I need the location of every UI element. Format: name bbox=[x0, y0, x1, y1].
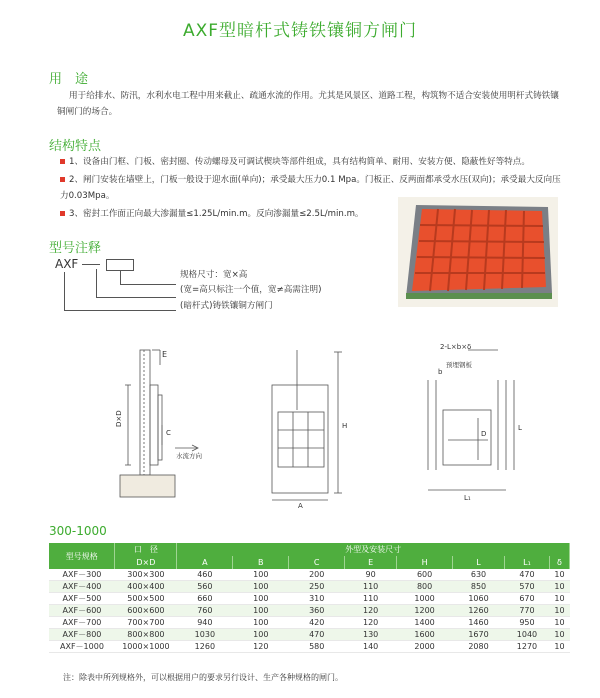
table-cell: 770 bbox=[504, 605, 549, 617]
table-cell: 800 bbox=[397, 581, 453, 593]
table-cell: 250 bbox=[289, 581, 345, 593]
label-A: A bbox=[298, 502, 303, 510]
table-cell: 2000 bbox=[397, 641, 453, 653]
th-model: 型号规格 bbox=[49, 543, 115, 569]
label-flow-direction: 水流方向 bbox=[176, 452, 202, 460]
model-line bbox=[120, 284, 176, 285]
label-b: b bbox=[438, 368, 443, 376]
table-cell: 420 bbox=[289, 617, 345, 629]
table-cell: 360 bbox=[289, 605, 345, 617]
label-H: H bbox=[342, 422, 348, 430]
table-cell: 1200 bbox=[397, 605, 453, 617]
table-cell: 1260 bbox=[453, 605, 505, 617]
th-C: C bbox=[289, 556, 345, 569]
table-cell: 1000 bbox=[397, 593, 453, 605]
table-cell: 10 bbox=[549, 581, 569, 593]
table-cell: 1030 bbox=[177, 629, 233, 641]
model-code: AXF bbox=[55, 257, 79, 271]
table-cell: 120 bbox=[345, 617, 397, 629]
table-cell: 90 bbox=[345, 569, 397, 581]
table-cell: 100 bbox=[233, 593, 289, 605]
table-cell: 100 bbox=[233, 581, 289, 593]
th-H: H bbox=[397, 556, 453, 569]
usage-heading: 用 途 bbox=[49, 72, 89, 87]
table-cell: 400×400 bbox=[115, 581, 177, 593]
table-cell: 460 bbox=[177, 569, 233, 581]
table-cell: 10 bbox=[549, 617, 569, 629]
table-cell: 1060 bbox=[453, 593, 505, 605]
table-cell: 1040 bbox=[504, 629, 549, 641]
table-cell: 1270 bbox=[504, 641, 549, 653]
label-L: L bbox=[518, 424, 522, 432]
table-body bbox=[49, 569, 570, 653]
th-DxD: D×D bbox=[115, 556, 177, 569]
table-cell: 940 bbox=[177, 617, 233, 629]
table-cell: 1000×1000 bbox=[115, 641, 177, 653]
table-cell: 670 bbox=[504, 593, 549, 605]
bullet-icon bbox=[60, 159, 65, 164]
model-desc-note: (宽=高只标注一个值，宽≠高需注明) bbox=[180, 285, 322, 295]
bullet-icon bbox=[60, 211, 65, 216]
table-cell: 10 bbox=[549, 641, 569, 653]
table-cell: 130 bbox=[345, 629, 397, 641]
table-row bbox=[49, 581, 570, 593]
table-cell: AXF－500 bbox=[49, 593, 115, 605]
th-A: A bbox=[177, 556, 233, 569]
spec-table bbox=[49, 543, 570, 653]
table-cell: 100 bbox=[233, 629, 289, 641]
structure-item-text: 3、密封工作面正向最大渗漏量≤1.25L/min.m。反向渗漏量≤2.5L/min.m。 bbox=[69, 209, 364, 219]
embedded-plate-drawing bbox=[418, 340, 548, 505]
table-row bbox=[49, 641, 570, 653]
model-line bbox=[120, 270, 121, 284]
front-elevation-drawing bbox=[262, 350, 362, 510]
model-line bbox=[96, 297, 176, 298]
table-cell: 310 bbox=[289, 593, 345, 605]
table-cell: 800×800 bbox=[115, 629, 177, 641]
model-line bbox=[64, 310, 176, 311]
label-C: C bbox=[166, 429, 171, 437]
table-cell: 10 bbox=[549, 569, 569, 581]
table-cell: 300×300 bbox=[115, 569, 177, 581]
table-cell: 200 bbox=[289, 569, 345, 581]
label-E: E bbox=[162, 350, 168, 359]
table-cell: 100 bbox=[233, 617, 289, 629]
structure-heading: 结构特点 bbox=[49, 139, 102, 154]
table-header-row bbox=[49, 543, 570, 556]
table-cell: 580 bbox=[289, 641, 345, 653]
table-cell: 140 bbox=[345, 641, 397, 653]
bullet-icon bbox=[60, 177, 65, 182]
table-cell: 850 bbox=[453, 581, 505, 593]
table-cell: 1260 bbox=[177, 641, 233, 653]
table-cell: 110 bbox=[345, 593, 397, 605]
label-embedded-plate: 预埋钢板 bbox=[446, 361, 472, 369]
model-desc-name: (暗杆式)铸铁镶铜方闸门 bbox=[180, 301, 273, 311]
th-delta: δ bbox=[549, 556, 569, 569]
table-cell: AXF－800 bbox=[49, 629, 115, 641]
table-cell: 1460 bbox=[453, 617, 505, 629]
table-row bbox=[49, 605, 570, 617]
table-cell: 10 bbox=[549, 605, 569, 617]
table-cell: 10 bbox=[549, 593, 569, 605]
th-B: B bbox=[233, 556, 289, 569]
structure-item-text: 1、设备由门框、门板、密封圈、传动螺母及可调试楔块等部件组成，具有结构简单、耐用、安装方便、隐蔽性好等特点。 bbox=[69, 157, 530, 167]
table-cell: 500×500 bbox=[115, 593, 177, 605]
table-row bbox=[49, 569, 570, 581]
th-dimensions: 外型及安装尺寸 bbox=[177, 543, 570, 556]
table-cell: 110 bbox=[345, 581, 397, 593]
label-L1: L₁ bbox=[464, 494, 471, 502]
table-cell: 1400 bbox=[397, 617, 453, 629]
table-row bbox=[49, 593, 570, 605]
th-caliber: 口 径 bbox=[115, 543, 177, 556]
table-subheader-row bbox=[49, 556, 570, 569]
table-cell: 1670 bbox=[453, 629, 505, 641]
model-line bbox=[64, 272, 65, 310]
table-cell: 100 bbox=[233, 569, 289, 581]
table-cell: 600 bbox=[397, 569, 453, 581]
table-cell: 10 bbox=[549, 629, 569, 641]
model-desc-size: 规格尺寸：宽×高 bbox=[180, 270, 248, 280]
model-line bbox=[96, 269, 97, 297]
table-cell: AXF－1000 bbox=[49, 641, 115, 653]
table-cell: 950 bbox=[504, 617, 549, 629]
th-L1: L₁ bbox=[504, 556, 549, 569]
series-heading: 300-1000 bbox=[49, 524, 107, 538]
structure-item-text: 2、闸门安装在墙壁上，门板一般设于迎水面(单向)；承受最大压力0.1 Mpa。门板正、反两面都承受水压(双向)；承受最大反向压力0.03Mpa。 bbox=[60, 175, 561, 201]
gate-product-photo bbox=[398, 197, 558, 307]
table-cell: AXF－400 bbox=[49, 581, 115, 593]
th-E: E bbox=[345, 556, 397, 569]
table-cell: 660 bbox=[177, 593, 233, 605]
label-DxD: D×D bbox=[115, 410, 123, 427]
table-cell: AXF－600 bbox=[49, 605, 115, 617]
table-row bbox=[49, 629, 570, 641]
table-cell: 470 bbox=[289, 629, 345, 641]
label-D: D bbox=[481, 430, 487, 438]
label-plate-spec: 2-L×b×δ bbox=[440, 343, 472, 351]
table-cell: 700×700 bbox=[115, 617, 177, 629]
table-cell: 570 bbox=[504, 581, 549, 593]
footnote: 注：除表中所列规格外，可以根据用户的要求另行设计、生产各种规格的闸门。 bbox=[63, 673, 343, 682]
usage-text: 用于给排水、防汛，水利水电工程中用来截止、疏通水流的作用。尤其是风景区、道路工程，构筑物不适合安装使用明杆式铸铁镶铜闸门的场合。 bbox=[57, 91, 559, 117]
table-cell: 760 bbox=[177, 605, 233, 617]
table-cell: 120 bbox=[233, 641, 289, 653]
table-row bbox=[49, 617, 570, 629]
model-heading: 型号注释 bbox=[49, 241, 102, 256]
page-title: AXF型暗杆式铸铁镶铜方闸门 bbox=[182, 21, 418, 41]
side-section-drawing bbox=[100, 345, 210, 505]
table-cell: 1600 bbox=[397, 629, 453, 641]
table-cell: AXF－300 bbox=[49, 569, 115, 581]
table-cell: 100 bbox=[233, 605, 289, 617]
table-cell: 2080 bbox=[453, 641, 505, 653]
table-cell: 470 bbox=[504, 569, 549, 581]
table-cell: AXF－700 bbox=[49, 617, 115, 629]
structure-item-3 bbox=[60, 206, 400, 222]
table-cell: 630 bbox=[453, 569, 505, 581]
structure-item-1 bbox=[60, 154, 570, 170]
table-cell: 120 bbox=[345, 605, 397, 617]
model-dash bbox=[82, 264, 100, 265]
table-cell: 600×600 bbox=[115, 605, 177, 617]
table-cell: 560 bbox=[177, 581, 233, 593]
th-L: L bbox=[453, 556, 505, 569]
